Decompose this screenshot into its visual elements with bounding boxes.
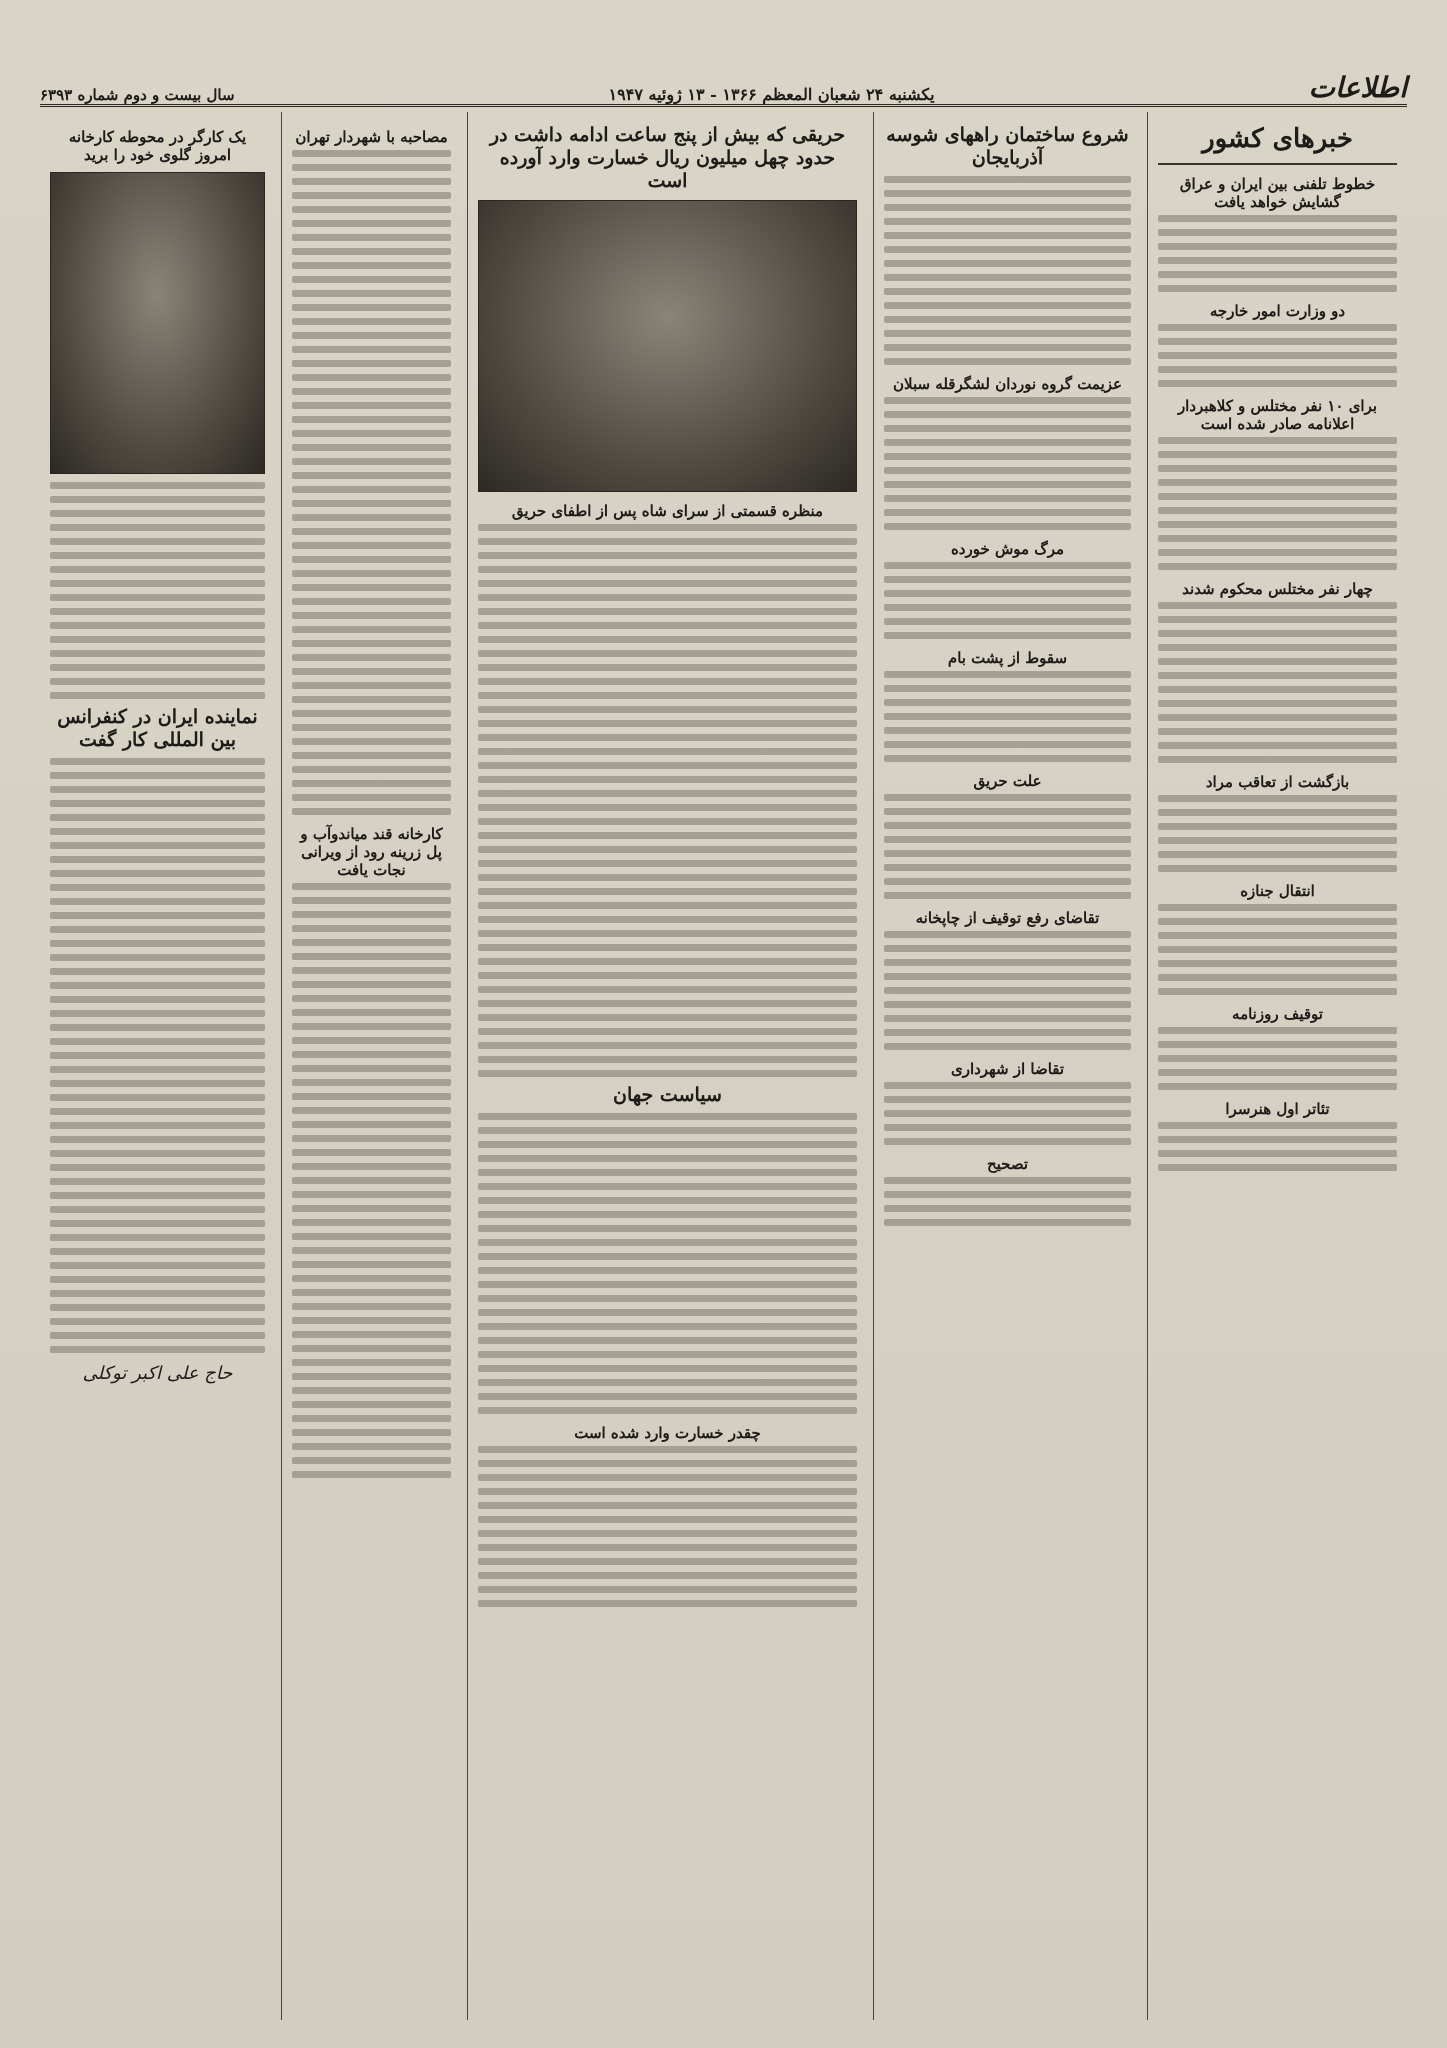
headline: سقوط از پشت بام: [947, 648, 1068, 667]
column-national-news: [1147, 112, 1407, 2020]
column-local-news: [873, 112, 1141, 2020]
headline: انتقال جنازه: [1240, 882, 1315, 901]
headline: یک کارگر در محوطه کارخانه امروز گلوی خود را برید: [68, 128, 247, 164]
headline: دو وزارت امور خارجه: [1209, 302, 1346, 321]
headline: چقدر خسارت وارد شده است: [574, 1424, 761, 1443]
publisher-signature: حاج علی اکبر توکلی: [82, 1362, 233, 1384]
headline: چهار نفر مختلس محکوم شدند: [1182, 580, 1373, 599]
headline: تئاتر اول هنرسرا: [1225, 1100, 1330, 1119]
column-fire-story: [467, 112, 867, 2020]
section-title: سیاست جهان: [613, 1084, 722, 1107]
headline: برای ۱۰ نفر مختلس و کلاهبردار اعلانامه صادر شده است: [1177, 397, 1378, 434]
issue-date: یکشنبه ۲۴ شعبان المعظم ۱۳۶۶ - ۱۳ ژوئیه ۱۹۴۷: [608, 85, 935, 104]
masthead: [40, 52, 1407, 107]
issue-number: سال بیست و دوم شماره ۶۳۹۳: [40, 86, 235, 104]
headline: تقاضا از شهرداری: [950, 1059, 1065, 1078]
headline: توقیف روزنامه: [1232, 1005, 1323, 1024]
column-mayor-interview: [281, 112, 461, 2020]
headline: بازگشت از تعاقب مراد: [1205, 773, 1350, 792]
section-title: خبرهای کشور: [1202, 124, 1353, 154]
photo-caption: منظره قسمتی از سرای شاه پس از اطفای حریق: [511, 502, 824, 521]
headline: عزیمت گروه نوردان لشگرقله سبلان: [893, 374, 1122, 393]
headline: علت حریق: [973, 771, 1042, 790]
headline: خطوط تلفنی بین ایران و عراق گشایش خواهد یافت: [1179, 175, 1376, 212]
headline: مصاحبه با شهردار تهران: [295, 128, 448, 146]
headline: تقاضای رفع توقیف از چاپخانه: [915, 908, 1100, 927]
portrait-photo: [50, 172, 265, 474]
headline: حریقی که بیش از پنج ساعت ادامه داشت در حدود چهل میلیون ریال خسارت وارد آورده است: [489, 124, 846, 192]
headline: تصحیح: [986, 1154, 1029, 1173]
newspaper-logo: اطلاعات: [1308, 71, 1407, 104]
headline: مرگ موش خورده: [950, 539, 1065, 558]
headline: کارخانه قند میاندوآب و پل زرینه رود از ویرانی نجات یافت: [300, 825, 443, 879]
headline: نماینده ایران در کنفرانس بین المللی کار گفت: [57, 706, 258, 751]
fire-photo: [478, 200, 857, 492]
column-worker-story: [40, 112, 275, 2020]
headline: شروع ساختمان راههای شوسه آذربایجان: [886, 124, 1129, 169]
